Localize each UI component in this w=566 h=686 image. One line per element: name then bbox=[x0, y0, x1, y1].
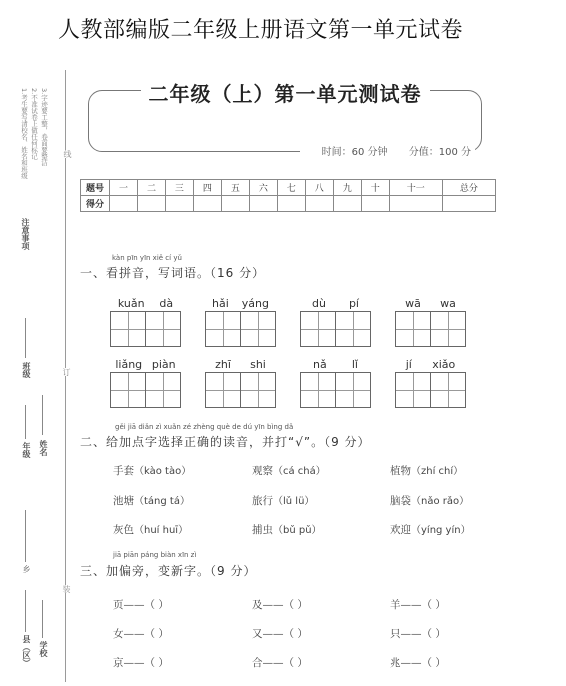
radical-item[interactable]: 合——（ ） bbox=[252, 657, 308, 669]
reading-choice[interactable]: 欢迎（yíng yín） bbox=[390, 524, 471, 536]
grade-blank bbox=[25, 405, 26, 439]
exam-header-box bbox=[88, 82, 482, 158]
tianzige-cell[interactable] bbox=[335, 373, 370, 407]
word-grid[interactable] bbox=[300, 297, 371, 347]
tianzige-cell[interactable] bbox=[430, 373, 465, 407]
score-col: 四 bbox=[193, 180, 221, 196]
score-cell[interactable] bbox=[221, 196, 249, 212]
name-blank bbox=[42, 395, 43, 435]
score-col: 总分 bbox=[442, 180, 495, 196]
pinyin-syllable: dù bbox=[311, 297, 326, 310]
radical-item[interactable]: 又——（ ） bbox=[252, 628, 308, 640]
score-table-score-label: 得分 bbox=[81, 196, 110, 212]
score-cell[interactable] bbox=[249, 196, 277, 212]
zhuang-mark: 装 bbox=[62, 585, 71, 593]
word-grid[interactable] bbox=[300, 358, 371, 408]
section2-pinyin: gěi jiā diǎn zì xuǎn zé zhèng què de dú yīn bìng dǎ bbox=[115, 423, 294, 431]
tianzige-cell[interactable] bbox=[301, 312, 335, 346]
radical-item[interactable]: 兆——（ ） bbox=[390, 657, 446, 669]
township-blank bbox=[25, 510, 26, 562]
section2-title: 二、给加点字选择正确的读音，并打“√”。（9 分） bbox=[80, 435, 371, 449]
tianzige-cell[interactable] bbox=[301, 373, 335, 407]
exam-title: 二年级（上）第一单元测试卷 bbox=[89, 78, 481, 107]
score-cell[interactable] bbox=[442, 196, 495, 212]
notes-line-1: 1.考生要写清校名、姓名和班级 bbox=[20, 88, 28, 179]
school-label: 学校 bbox=[39, 641, 48, 657]
word-grid[interactable] bbox=[110, 297, 181, 347]
notes-label: 注意事项 bbox=[21, 218, 30, 250]
word-grid[interactable] bbox=[110, 358, 181, 408]
tianzige-cell[interactable] bbox=[396, 312, 430, 346]
tianzige-cell[interactable] bbox=[111, 312, 145, 346]
score-col: 七 bbox=[277, 180, 305, 196]
exam-meta bbox=[300, 143, 475, 158]
tianzige-cell[interactable] bbox=[206, 373, 240, 407]
pinyin-syllable: nǎ bbox=[313, 358, 327, 371]
section1-title: 一、看拼音，写词语。（16 分） bbox=[80, 266, 266, 280]
score-cell[interactable] bbox=[193, 196, 221, 212]
score-col: 一 bbox=[110, 180, 138, 196]
radical-item[interactable]: 京——（ ） bbox=[113, 657, 169, 669]
class-blank bbox=[25, 318, 26, 358]
word-grid[interactable] bbox=[395, 297, 466, 347]
score-col: 八 bbox=[305, 180, 333, 196]
score-col: 二 bbox=[137, 180, 165, 196]
pinyin-syllable: wa bbox=[440, 297, 456, 310]
tianzige-cell[interactable] bbox=[145, 312, 180, 346]
school-blank bbox=[42, 600, 43, 638]
reading-choice[interactable]: 植物（zhí chí） bbox=[390, 465, 464, 477]
radical-item[interactable]: 及——（ ） bbox=[252, 599, 308, 611]
score-table-header-row bbox=[81, 180, 496, 196]
grade-label: 年级 bbox=[22, 442, 31, 458]
score-col: 五 bbox=[221, 180, 249, 196]
score-col: 三 bbox=[165, 180, 193, 196]
score-cell[interactable] bbox=[333, 196, 361, 212]
line-mark: 线 bbox=[63, 150, 72, 158]
radical-item[interactable]: 只——（ ） bbox=[390, 628, 446, 640]
notes-line-2: 2.不准试卷上做任何标记 bbox=[30, 88, 38, 160]
tianzige-cell[interactable] bbox=[396, 373, 430, 407]
tianzige-cell[interactable] bbox=[430, 312, 465, 346]
pinyin-syllable: xiǎo bbox=[432, 358, 456, 371]
tianzige-cell[interactable] bbox=[240, 312, 275, 346]
radical-item[interactable]: 羊——（ ） bbox=[390, 599, 446, 611]
notes-line-3: 3.字迹要工整，卷面要整洁 bbox=[40, 88, 48, 166]
reading-choice[interactable]: 池塘（táng tá） bbox=[113, 495, 190, 507]
pinyin-syllable: dà bbox=[159, 297, 174, 310]
reading-choice[interactable]: 脑袋（nǎo rǎo） bbox=[390, 495, 470, 507]
section3-title: 三、加偏旁，变新字。（9 分） bbox=[80, 564, 257, 578]
score-cell[interactable] bbox=[165, 196, 193, 212]
township-label: 乡 bbox=[22, 565, 31, 573]
word-grid[interactable] bbox=[205, 297, 276, 347]
tianzige-cell[interactable] bbox=[206, 312, 240, 346]
tianzige-cell[interactable] bbox=[111, 373, 145, 407]
tianzige-cell[interactable] bbox=[335, 312, 370, 346]
class-label: 班级 bbox=[22, 362, 31, 378]
score-col: 十 bbox=[361, 180, 389, 196]
reading-choice[interactable]: 观察（cá chá） bbox=[252, 465, 326, 477]
pinyin-syllable: lǐ bbox=[351, 358, 358, 371]
reading-choice[interactable]: 旅行（lǔ lü） bbox=[252, 495, 315, 507]
score-cell[interactable] bbox=[389, 196, 442, 212]
name-label: 姓名 bbox=[39, 440, 48, 456]
pinyin-syllable: wā bbox=[405, 297, 421, 310]
score-table-row-label: 题号 bbox=[81, 180, 110, 196]
radical-item[interactable]: 页——（ ） bbox=[113, 599, 169, 611]
pinyin-syllable: piàn bbox=[151, 358, 176, 371]
pinyin-syllable: yáng bbox=[241, 297, 269, 310]
score-cell[interactable] bbox=[137, 196, 165, 212]
score-cell[interactable] bbox=[305, 196, 333, 212]
pinyin-syllable: liǎng bbox=[115, 358, 143, 371]
radical-item[interactable]: 女——（ ） bbox=[113, 628, 169, 640]
tianzige-cell[interactable] bbox=[145, 373, 180, 407]
county-label: 县（区） bbox=[22, 635, 31, 667]
section1-pinyin: kàn pīn yīn xiě cí yǔ bbox=[112, 254, 182, 262]
county-blank bbox=[25, 590, 26, 632]
score-col: 九 bbox=[333, 180, 361, 196]
reading-choice[interactable]: 灰色（huí huī） bbox=[113, 524, 189, 536]
exam-score: 分值：100 分 bbox=[408, 147, 471, 158]
pinyin-syllable: zhī bbox=[215, 358, 231, 371]
section3-pinyin: jiā piān páng biàn xīn zì bbox=[113, 551, 197, 559]
exam-time: 时间：60 分钟 bbox=[321, 147, 388, 158]
pinyin-syllable: kuǎn bbox=[117, 297, 145, 310]
pinyin-syllable: pí bbox=[348, 297, 359, 310]
score-table bbox=[80, 179, 496, 212]
pinyin-syllable: shi bbox=[250, 358, 266, 371]
reading-choice[interactable]: 捕虫（bǔ pǔ） bbox=[252, 524, 322, 536]
word-grid[interactable] bbox=[395, 358, 466, 408]
pinyin-syllable: jí bbox=[405, 358, 412, 371]
tianzige-cell[interactable] bbox=[240, 373, 275, 407]
page-title: 人教部编版二年级上册语文第一单元试卷 bbox=[58, 18, 464, 43]
pinyin-syllable: hǎi bbox=[212, 297, 229, 310]
word-grid[interactable] bbox=[205, 358, 276, 408]
score-cell[interactable] bbox=[277, 196, 305, 212]
reading-choice[interactable]: 手套（kào tào） bbox=[113, 465, 192, 477]
ding-mark: 订 bbox=[62, 368, 71, 376]
score-table-score-row bbox=[81, 196, 496, 212]
score-cell[interactable] bbox=[361, 196, 389, 212]
score-col: 六 bbox=[249, 180, 277, 196]
score-cell[interactable] bbox=[110, 196, 138, 212]
score-col: 十一 bbox=[389, 180, 442, 196]
